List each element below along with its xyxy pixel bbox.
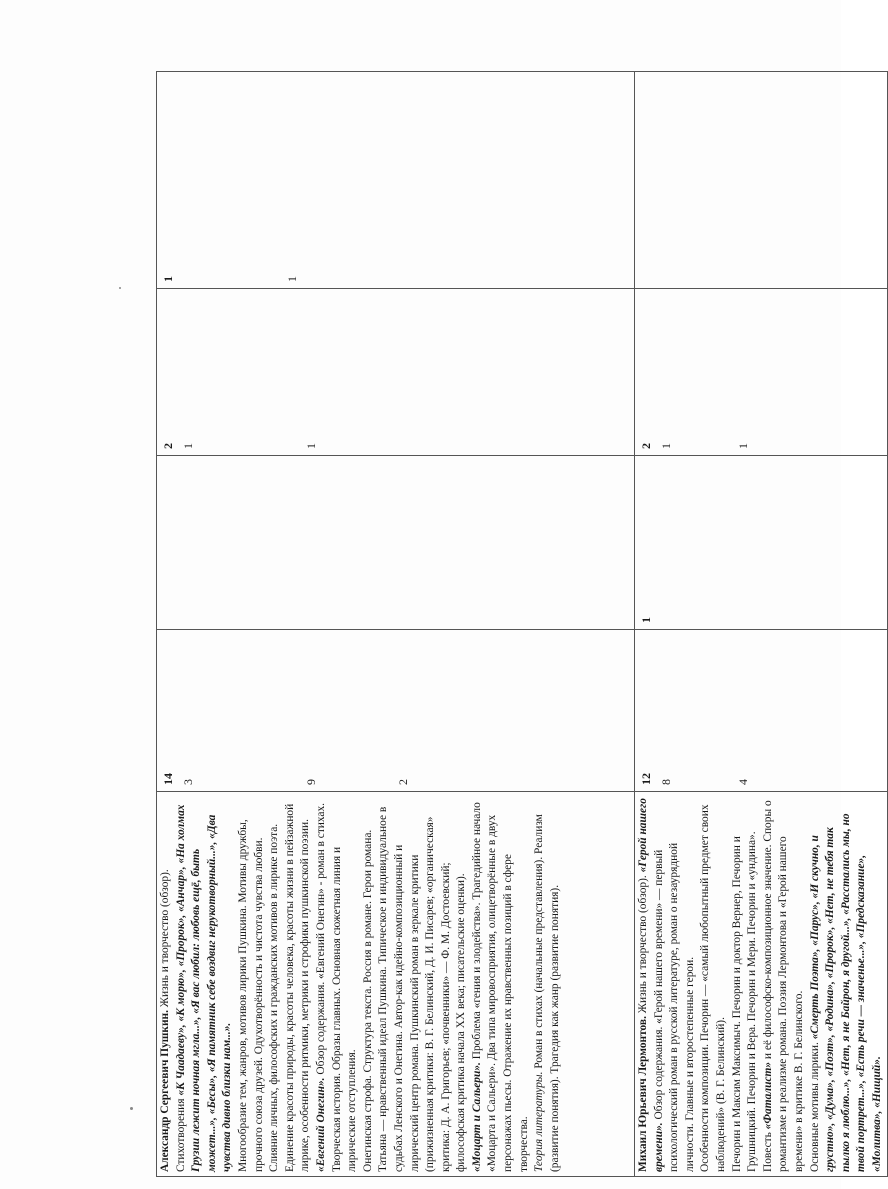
topic-cell-lermontov	[635, 792, 888, 1177]
section-intro: Жизнь и творчество (обзор).	[159, 869, 171, 1011]
col3-cell-pushkin	[157, 456, 635, 630]
theory-label: Теория литературы.	[533, 1071, 546, 1172]
pushkin-heading	[158, 796, 174, 1172]
topic-cell-pushkin	[157, 792, 635, 1177]
poems-list: «К Чаадаеву», «К морю», «Пророк», «Анчар», «На холмах Грузии лежит ночная мгла...», «Я вас любил: любовь ещё, быть может...», «Бесы», «Я памятник себе воздвиг нерукотворный...», «Два чувства дивно близки нам...».	[174, 804, 234, 1172]
hours-sub: 3	[180, 779, 195, 785]
hours-cell-pushkin	[157, 630, 635, 792]
motifs-paragraph	[808, 796, 886, 1172]
hours-total: 14	[161, 773, 175, 785]
col5-cell-lermontov	[635, 72, 888, 289]
col5-value: 1	[284, 276, 299, 282]
table-row-pushkin	[157, 72, 635, 1177]
curriculum-table	[156, 71, 888, 1177]
col4-value: 1	[658, 443, 673, 449]
mozart-text: Проблема «гения и злодейства». Трагедийное начало «Моцарта и Сальери». Два типа мировосприятия, олицетворённые в двух персонажах пьесы. Отражение их нравственных позиций в сфере творчества.	[470, 802, 530, 1172]
hours-cell-lermontov	[635, 630, 888, 792]
scan-speck	[130, 1107, 133, 1110]
author-name: Михаил Юрьевич Лермонтов.	[637, 1016, 649, 1172]
col4-value: 1	[304, 443, 319, 449]
characters-paragraph: Печорин и Максим Максимыч. Печорин и доктор Вернер, Печорин и Грушницкий. Печорин и Вера. Печорин и Мери. Печорин и «ундина».	[730, 831, 759, 1172]
col3-value: 1	[639, 617, 653, 623]
section-intro: Жизнь и творчество (обзор).	[637, 872, 649, 1017]
hero-text: Обзор содержания. «Герой нашего времени» — первый психологический роман в русской литературе, роман о незаурядной личности. Главные и второстепенные герои.	[652, 842, 696, 1172]
motifs-label: Основные мотивы лирики.	[808, 1039, 821, 1172]
hero-title: «Герой нашего времени».	[637, 798, 665, 1172]
col4-value: 2	[161, 443, 175, 449]
hours-total: 12	[639, 773, 653, 785]
col5-cell-pushkin	[157, 72, 635, 289]
hours-sub: 4	[736, 779, 751, 785]
table-row-lermontov	[635, 72, 888, 1177]
onegin-title: «Евгений Онегин».	[314, 1077, 327, 1172]
composition-paragraph: Особенности композиции. Печорин — «самый любопытный предмет своих наблюдений» (В. Г. Белинский).	[699, 804, 727, 1172]
theory-text: Роман в стихах (начальные представления). Реализм (развитие понятия). Трагедия как жанр (развитие понятия).	[533, 814, 561, 1172]
theory-paragraph	[532, 796, 563, 1172]
mozart-title: «Моцарт и Сальери».	[470, 1062, 483, 1172]
col4-value: 1	[180, 443, 195, 449]
col4-cell-lermontov	[635, 289, 888, 456]
col4-cell-pushkin	[157, 289, 635, 456]
fatalist-paragraph	[761, 796, 808, 1172]
lyrics-paragraph: Многообразие тем, жанров, мотивов лирики Пушкина. Мотивы дружбы, прочного союза друзей. Одухотворённость и чистота чувства любви. Слияние личных, философских и гражданских мотивов в лирике поэта. Единение красоты природы, красоты человека, красоты жизни в пейзажной лирике, особенности ритмики, метрики и строфики пушкинской поэзии.	[236, 803, 312, 1172]
col4-value: 2	[639, 443, 653, 449]
fatalist-title: «Фаталист»	[761, 1061, 774, 1130]
onegin-critique-paragraph: Онегинская строфа. Структура текста. Россия в романе. Герои романа. Татьяна — нравственный идеал Пушкина. Типическое и индивидуальное в судьбах Ленского и Онегина. Автор-как идейно-композиционный и лирический центр романа. Пушкинский роман в зеркале критики (прижизненная критики: В. Г. Белинский, Д. И. Писарев; «органическая» критика: Д. А. Григорьев; «почвенники» — Ф. М. Достоевский; философская критика начала XX века; писательские оценки).	[361, 806, 468, 1172]
pushkin-poems	[174, 796, 236, 1172]
onegin-text: Обзор содержания. «Евгений Онегин» - роман в стихах. Творческая история. Образы главных. Основная сюжетная линия и лирические отступления.	[314, 802, 359, 1172]
col5-value: 1	[161, 276, 175, 282]
mozart-paragraph	[470, 796, 532, 1172]
author-name: Александр Сергеевич Пушкин.	[159, 1010, 171, 1172]
poems-label: Стихотворения	[174, 1095, 187, 1172]
col4-value: 1	[736, 443, 751, 449]
col3-cell-lermontov	[635, 456, 888, 630]
fatalist-text: и её философско-композиционное значение. Споры о романтизме и реализме романа. Поэзия Лермонтова и «Герой нашего времени» в критике В. Г. Белинского.	[761, 800, 805, 1172]
hours-sub: 9	[304, 779, 319, 785]
fatalist-prefix: Повесть	[761, 1129, 774, 1172]
hours-sub: 2	[395, 779, 410, 785]
onegin-paragraph	[314, 796, 361, 1172]
hours-sub: 8	[658, 779, 673, 785]
motifs-poems: «Смерть Поэта», «Парус», «И скучно, и грустно», «Дума», «Поэт», «Родина», «Пророк», «Нет, не тебя так пылко я люблю...», «Нет, я не Байрон, я другой...», «Расстались мы, но твой портрет...», «Есть речи — значенье...», «Предсказание», «Молитва», «Нищий».	[808, 813, 883, 1172]
scan-speck	[119, 287, 121, 289]
lermontov-heading	[636, 796, 698, 1172]
rotated-table-wrapper	[156, 72, 883, 1177]
